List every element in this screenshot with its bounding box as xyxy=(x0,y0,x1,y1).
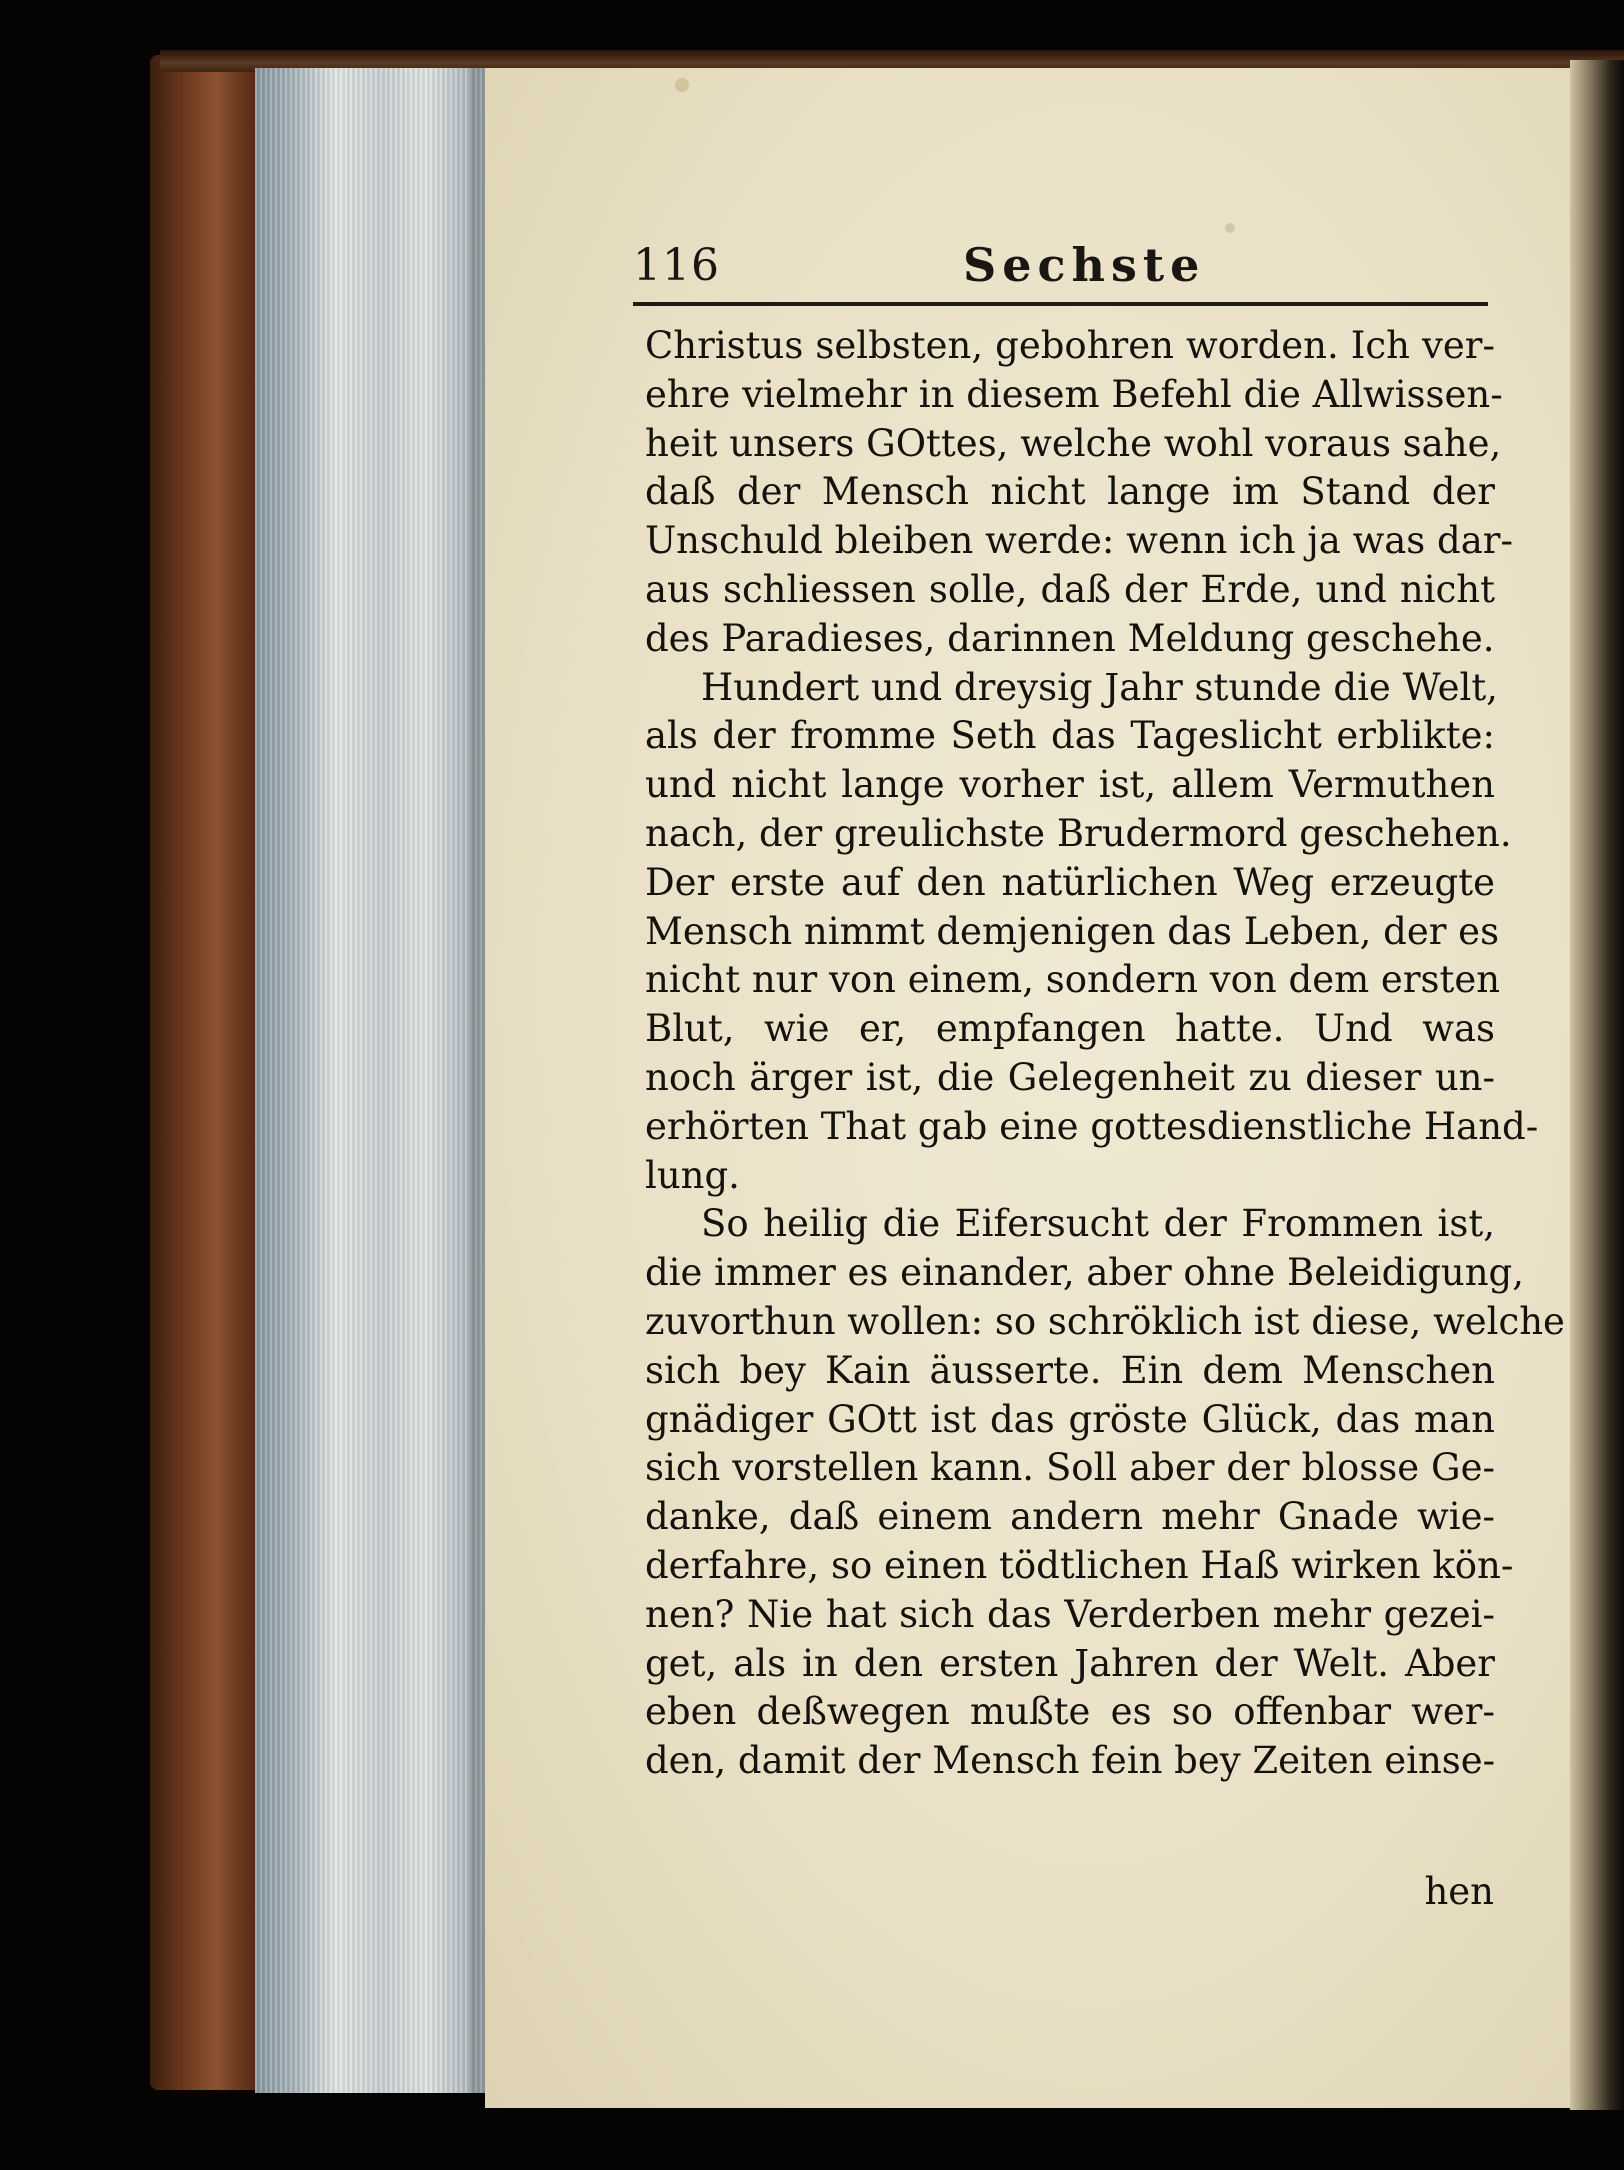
text-line: Der erste auf den natürlichen Weg erzeugte xyxy=(645,860,1495,904)
text-line: noch ärger ist, die Gelegenheit zu dieser un- xyxy=(645,1055,1495,1099)
text-line: zuvorthun wollen: so schröklich ist diese, welche xyxy=(645,1299,1565,1343)
text-line: lung. xyxy=(645,1153,740,1197)
text-line: Christus selbsten, gebohren worden. Ich ver- xyxy=(645,324,1495,367)
foxing-spot xyxy=(675,78,689,92)
text-line: get, als in den ersten Jahren der Welt. Aber xyxy=(645,1641,1495,1685)
text-line: nach, der greulichste Brudermord geschehen. xyxy=(645,811,1512,855)
text-line: gnädiger GOtt ist das gröste Glück, das man xyxy=(645,1397,1495,1441)
text-line: des Paradieses, darinnen Meldung geschehe. xyxy=(645,616,1495,660)
page-fore-edge xyxy=(255,68,485,2093)
header-rule xyxy=(633,302,1488,306)
text-line: heit unsers GOttes, welche wohl voraus sahe, xyxy=(645,421,1502,465)
text-line: sich bey Kain äusserte. Ein dem Menschen xyxy=(645,1348,1495,1392)
text-line: die immer es einander, aber ohne Beleidigung, xyxy=(645,1251,1524,1295)
text-line: Unschuld bleiben werde: wenn ich ja was dar- xyxy=(645,519,1513,563)
running-head xyxy=(633,238,1485,300)
text-line: und nicht lange vorher ist, allem Vermuthen xyxy=(645,763,1495,807)
running-title: Sechste xyxy=(963,238,1206,292)
text-line: Mensch nimmt demjenigen das Leben, der es xyxy=(645,909,1500,953)
leather-binding xyxy=(150,55,270,2090)
body-text xyxy=(645,322,1565,1786)
gutter-shadow xyxy=(1570,60,1624,2110)
paragraph-start-line: Hundert und dreysig Jahr stunde die Welt, xyxy=(701,665,1498,709)
text-line: daß der Mensch nicht lange im Stand der xyxy=(645,470,1495,514)
text-line: den, damit der Mensch fein bey Zeiten einse- xyxy=(645,1739,1496,1783)
catchword: hen xyxy=(1424,1870,1494,1913)
text-line: sich vorstellen kann. Soll aber der blosse Ge- xyxy=(645,1446,1495,1490)
text-line: als der fromme Seth das Tageslicht erblikte: xyxy=(645,714,1495,758)
foxing-spot xyxy=(1225,223,1235,233)
text-line: eben deßwegen mußte es so offenbar wer- xyxy=(645,1690,1495,1734)
text-line: aus schliessen solle, daß der Erde, und nicht xyxy=(645,567,1495,611)
paragraph-start-line: So heilig die Eifersucht der Frommen ist, xyxy=(701,1202,1495,1246)
text-line: Blut, wie er, empfangen hatte. Und was xyxy=(645,1007,1495,1051)
text-line: nicht nur von einem, sondern von dem ersten xyxy=(645,958,1501,1002)
page-number: 116 xyxy=(633,240,720,291)
text-line: derfahre, so einen tödtlichen Haß wirken kön- xyxy=(645,1543,1514,1587)
text-line: ehre vielmehr in diesem Befehl die Allwissen- xyxy=(645,372,1503,416)
text-line: nen? Nie hat sich das Verderben mehr gezei- xyxy=(645,1592,1495,1636)
text-line: erhörten That gab eine gottesdienstliche Hand- xyxy=(645,1104,1539,1148)
text-line: danke, daß einem andern mehr Gnade wie- xyxy=(645,1495,1495,1539)
